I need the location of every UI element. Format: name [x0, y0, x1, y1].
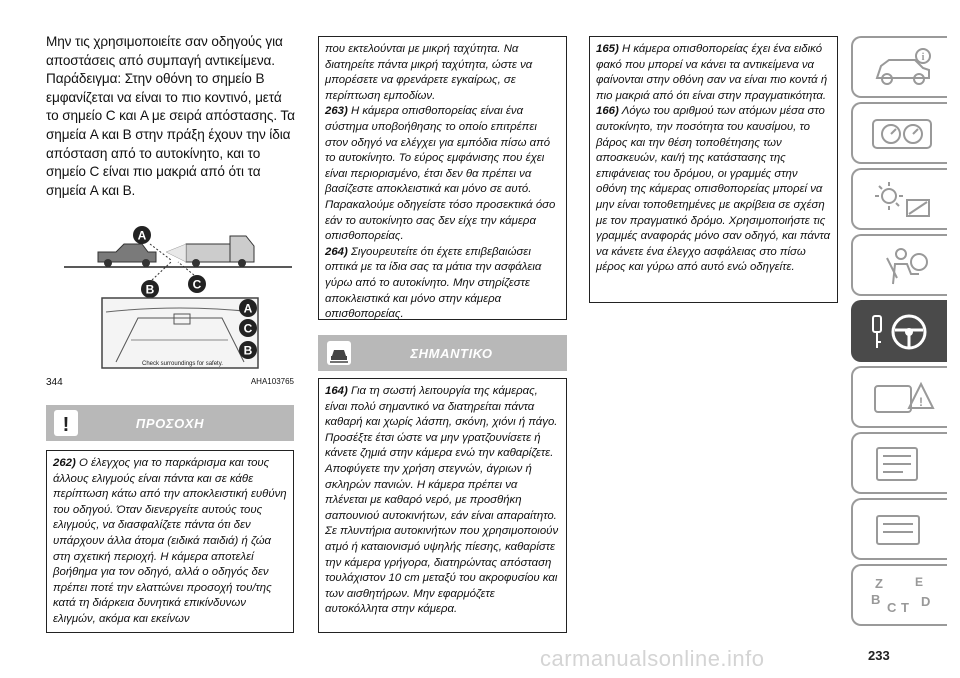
warning-item-text: Ο έλεγχος για το παρκάρισμα και τους άλλους ελιγμούς είναι πάντα και σε κάθε περίπτωση κάτω από την αποκλειστική ευθύνη του οδηγού. Όταν διενεργείτε αυτούς τους ελιγμούς, να διασφαλίζετε πάντα ότι δεν υπάρχουν άλλα άτομα (ειδικά παιδιά) ή ζώα στη σχετική περιοχή. Η κάμερα αποτελεί βοήθημα για τον οδηγό, αλλά ο οδηγός δεν πρέπει ποτέ την ελαττώνει προσοχή του/της κατά τη διάρκεια δυνητικά επικίνδυνων ελιγμών, ακόμα και εκείνων — [53, 457, 287, 625]
steering-key-icon — [867, 310, 937, 354]
intro-text-block — [46, 33, 296, 200]
note-box — [318, 378, 567, 633]
screen-label-c: C — [243, 321, 253, 336]
label-c: C — [192, 277, 202, 292]
note-item — [325, 384, 560, 618]
warning-item-number: 264) — [325, 245, 348, 258]
index-letter: C — [887, 600, 897, 615]
note-item-text: Λόγω του αριθμού των ατόμων μέσα στο αυτοκίνητο, την ποσότητα του καυσίμου, το βάρος και την θέση τοποθέτησης των αποσκευών, και/ή της κατάστασης της επιφάνειας του δρόμου, οι γραμμές στην οθόνη της κάμερας οπισθοπορείας μπορεί να μην είναι τοποθετημένες με ακρίβεια σε σχέση με τον πραγματικό δρόμο. Χρησιμοποιήστε τις γραμμές αναφοράς μόνο σαν οδηγό, και πάντα να κάνετε ένα έλεγχο ασφάλειας στο πίσω μέρος και γύρω από αυτό ενώ οδηγείτε. — [596, 105, 831, 274]
warning-item-text: Σιγουρευτείτε ότι έχετε επιβεβαιώσει οπτικά με τα ίδια σας τα μάτια την ασφάλεια γύρω από το αυτοκίνητο. Μην στηρίζεστε αποκλειστικά και μόνο στην κάμερα οπισθοπορείας. — [325, 245, 542, 321]
index-letter: D — [921, 594, 931, 609]
note-item-number: 165) — [596, 43, 619, 55]
tab-safety[interactable] — [851, 234, 947, 296]
index-letter: B — [871, 592, 881, 607]
maintenance-list-icon — [867, 442, 937, 486]
tab-alphabetical-index[interactable] — [851, 564, 947, 626]
svg-text:!: ! — [62, 414, 70, 436]
figure-reference: AHA103765 — [250, 377, 294, 386]
tab-tools[interactable] — [851, 498, 947, 560]
screen-label-b: B — [243, 343, 253, 358]
tab-maintenance[interactable] — [851, 432, 947, 494]
warning-item — [325, 245, 560, 323]
tab-dashboard[interactable] — [851, 102, 947, 164]
warning-item-number: 263) — [325, 105, 348, 118]
sun-climate-icon — [867, 178, 937, 222]
index-letter: E — [915, 575, 924, 589]
watermark: carmanualsonline.info — [540, 646, 765, 671]
warning-title: ΠΡΟΣΟΧΗ — [135, 415, 205, 431]
warning-item — [53, 456, 287, 628]
figure-illustration — [46, 222, 296, 372]
warning-header — [46, 405, 294, 441]
screen-label-a: A — [243, 301, 253, 316]
warning-item-number: 262) — [53, 457, 76, 469]
warning-icon — [53, 409, 79, 437]
note-item — [596, 42, 831, 104]
note-header — [318, 335, 567, 371]
tab-starting-driving[interactable] — [851, 300, 947, 362]
figure-number: 344 — [46, 377, 63, 388]
warning-item — [325, 104, 560, 244]
intro-paragraph: Μην τις χρησιμοποιείτε σαν οδηγούς για αποστάσεις από συμπαγή αντικείμενα. Παράδειγμα: Στην οθόνη το σημείο B εμφανίζεται να είναι το πιο κοντινό, μετά το σημείο C και A με σειρά απόστασης. Τα σημεία A και B στην πράξη έχουν την ίδια απόσταση από το αυτοκίνητο, και το σημείο C είναι πιο μακριά από ότι τα σημεία A και B. — [46, 34, 295, 198]
tab-car-info[interactable] — [851, 36, 947, 98]
figure-caption — [46, 377, 296, 388]
screen-caption: Check surroundings for safety. — [142, 361, 223, 367]
car-dashboard-icon — [867, 112, 937, 156]
alphabet-index-icon — [867, 574, 937, 618]
note-title: ΣΗΜΑΝΤΙΚΟ — [410, 345, 493, 361]
breakdown-warning-icon — [867, 376, 937, 420]
warning-box-continued — [318, 36, 567, 320]
note-box-continued — [589, 36, 838, 303]
warning-box — [46, 450, 294, 633]
car-info-icon — [867, 46, 937, 90]
tab-climate[interactable] — [851, 168, 947, 230]
index-letter: T — [901, 600, 909, 615]
note-item-number: 164) — [325, 385, 348, 397]
tab-emergency[interactable] — [851, 366, 947, 428]
note-item — [596, 104, 831, 276]
note-item-text: Για τη σωστή λειτουργία της κάμερας, είναι πολύ σημαντικό να διατηρείται πάντα καθαρή και χωρίς λάσπη, σκόνη, χιόνι ή πάγο. Προσέξτε έτσι ώστε να μην γρατζουνίσετε ή κάνετε ζημιά στην κάμερα ενώ την καθαρίζετε. Αποφύγετε την χρήση στεγνών, άγριων ή σκληρών πανιών. Η κάμερα πρέπει να πλένεται με καθαρό νερό, με προσθήκη σαπουνιού αυτοκινήτων, εάν είναι απαραίτητο. Σε πλυντήρια αυτοκινήτων που χρησιμοποιούν ατμό ή καταιονισμό υψηλής πίεσης, καθαρίστε την κάμερα γρήγορα, διατηρώντας απόσταση τουλάχιστον 10 cm μεταξύ του ακροφυσίου και των αισθητήρων. Μην εφαρμόζετε αυτοκόλλητα στην κάμερα. — [325, 385, 559, 616]
svg-text:i: i — [921, 52, 925, 63]
page-number: 233 — [868, 648, 890, 663]
label-b: B — [145, 282, 155, 297]
svg-text:!: ! — [919, 395, 923, 409]
note-item-number: 166) — [596, 105, 619, 118]
warning-item-text: Η κάμερα οπισθοπορείας είναι ένα σύστημα υποβοήθησης το οποίο επιτρέπει στον οδηγό να ελέγχει για εμπόδια πίσω από το αυτοκίνητο. Το εύρος εμφάνισης που έχει είναι περιορισμένο, έτσι δεν θα πρέπει να βασίζεστε αποκλειστικά και μόνο σε αυτό. Παρακαλούμε οδηγείστε τόσο προσεκτικά όσο εάν το αυτοκίνητο σας δεν είχε την κάμερα οπισθοπορείας. — [325, 105, 556, 243]
airbag-safety-icon — [867, 244, 937, 288]
label-a: A — [137, 228, 147, 243]
warning-continued-lead: που εκτελούνται με μικρή ταχύτητα. Να διατηρείτε πάντα μικρή ταχύτητα, ώστε να μπορέσετε να φρενάρετε εγκαίρως, σε περίπτωση εμποδίων. — [325, 43, 533, 102]
index-letter: Z — [875, 576, 883, 591]
rear-camera-figure — [46, 222, 296, 390]
car-lift-icon — [326, 340, 352, 366]
note-item-text: Η κάμερα οπισθοπορείας έχει ένα ειδικό φακό που μπορεί να κάνει τα αντικείμενα να φαίνονται στην οθόνη σαν να είναι πιο κοντά ή πιο μακριά από ότι είναι στην πραγματικότητα. — [596, 43, 828, 102]
tools-icon — [867, 508, 937, 552]
